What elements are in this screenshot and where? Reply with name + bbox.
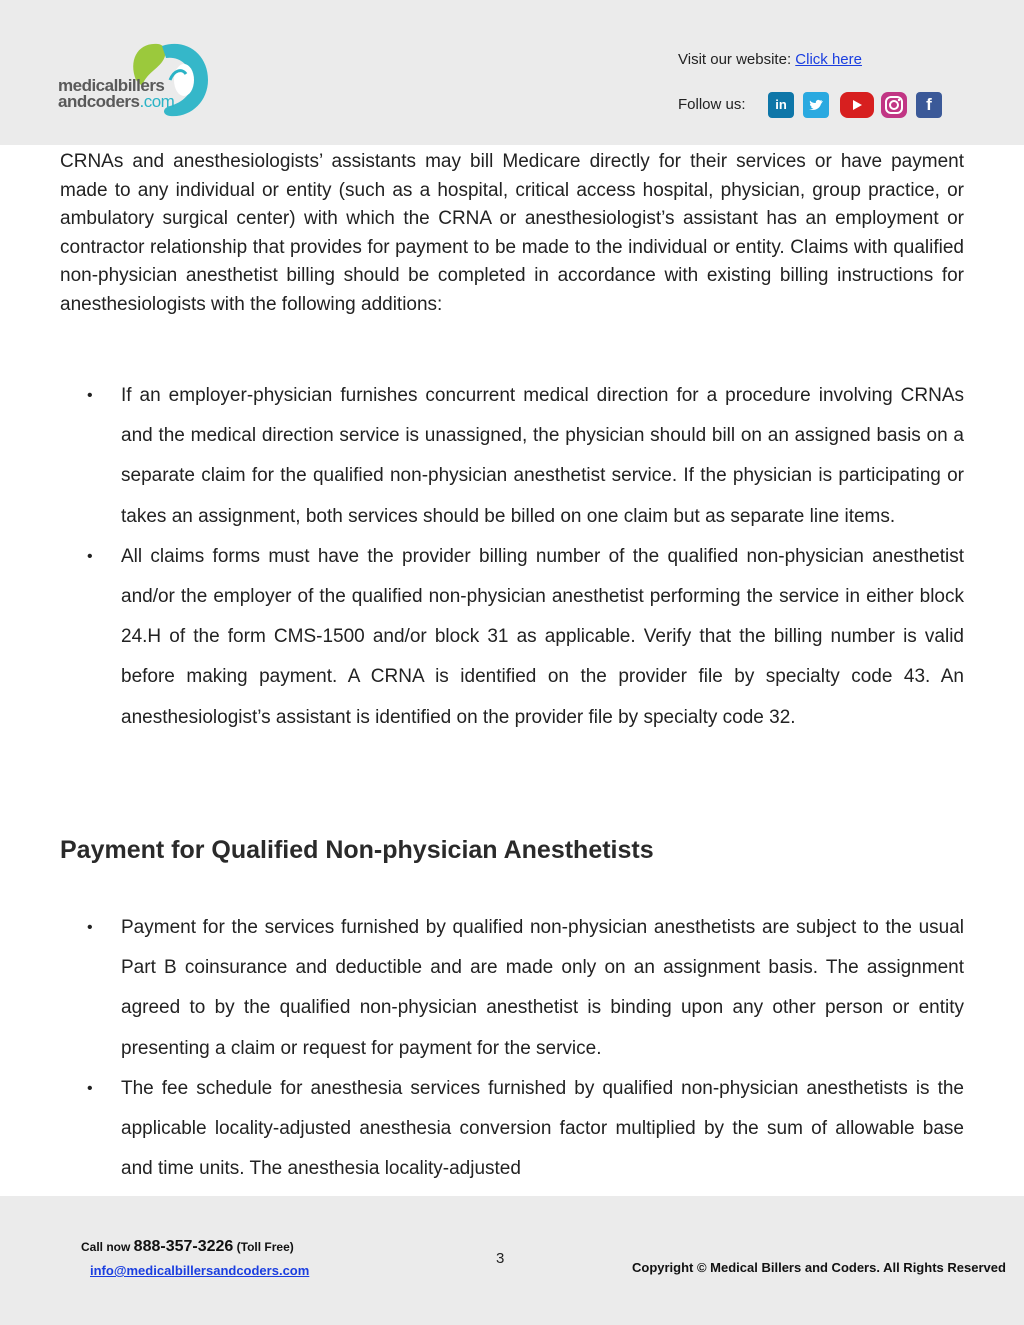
linkedin-icon[interactable]: in — [768, 92, 794, 118]
list-item: • Payment for the services furnished by qualified non-physician anesthetists are subject to the usual Part B coinsurance and deductible and are made only on an assignment basis. The assignment agreed to by the qualified non-physician anesthetist is binding upon any other person or entity presenting a claim or request for payment for the service. — [60, 908, 964, 1069]
instagram-icon[interactable] — [881, 92, 907, 118]
list-item: • All claims forms must have the provider billing number of the qualified non-physician anesthetist and/or the employer of the qualified non-physician anesthetist performing the service in either block 24.H of the form CMS-1500 and/or block 31 as applicable. Verify that the billing number is valid before making payment. A CRNA is identified on the provider file by specialty code 43. An anesthesiologist’s assistant is identified on the provider file by specialty code 32. — [60, 537, 964, 738]
copyright-notice: Copyright © Medical Billers and Coders. All Rights Reserved — [632, 1260, 1006, 1275]
visit-website — [678, 51, 862, 68]
company-logo[interactable] — [58, 40, 218, 122]
billing-bullets — [60, 376, 964, 738]
website-link[interactable]: Click here — [795, 51, 862, 68]
twitter-icon[interactable] — [803, 92, 829, 118]
page-header — [0, 0, 1024, 145]
intro-section — [60, 148, 964, 320]
visit-label: Visit our website: — [678, 51, 796, 68]
youtube-icon[interactable] — [840, 92, 874, 118]
payment-bullets — [60, 908, 964, 1189]
phone-number[interactable]: 888-357-3226 — [133, 1238, 234, 1255]
list-item: • The fee schedule for anesthesia services furnished by qualified non-physician anesthetists is the applicable locality-adjusted anesthesia conversion factor multiplied by the sum of allowable base and time units. The anesthesia locality-adjusted — [60, 1069, 964, 1190]
toll-free-label: (Toll Free) — [233, 1240, 294, 1254]
logo-line-2: andcoders — [58, 92, 140, 111]
follow-us-label: Follow us: — [678, 96, 746, 113]
call-prefix: Call now — [81, 1240, 134, 1254]
logo-line-1: medicalbillers — [58, 76, 165, 95]
section-title: Payment for Qualified Non-physician Anesthetists — [60, 836, 654, 864]
logo-wordmark — [58, 78, 174, 110]
logo-suffix: .com — [139, 92, 175, 111]
facebook-icon[interactable]: f — [916, 92, 942, 118]
intro-paragraph: CRNAs and anesthesiologists’ assistants may bill Medicare directly for their services or have payment made to any individual or entity (such as a hospital, critical access hospital, physician, group practice, or ambulatory surgical center) with which the CRNA or anesthesiologist’s assistant has an employment or contractor relationship that provides for payment to be made to the individual or entity. Claims with qualified non-physician anesthetist billing should be completed in accordance with existing billing instructions for anesthesiologists with the following additions: — [60, 151, 964, 315]
email-link[interactable]: info@medicalbillersandcoders.com — [90, 1263, 310, 1278]
page-number: 3 — [496, 1250, 505, 1267]
page-footer — [0, 1196, 1024, 1325]
list-item: • If an employer-physician furnishes concurrent medical direction for a procedure involving CRNAs and the medical direction service is unassigned, the physician should bill on an assigned basis on a separate claim for the qualified non-physician anesthetist service. If the physician is participating or takes an assignment, both services should be billed on one claim but as separate line items. — [60, 376, 964, 537]
call-now — [81, 1238, 294, 1256]
